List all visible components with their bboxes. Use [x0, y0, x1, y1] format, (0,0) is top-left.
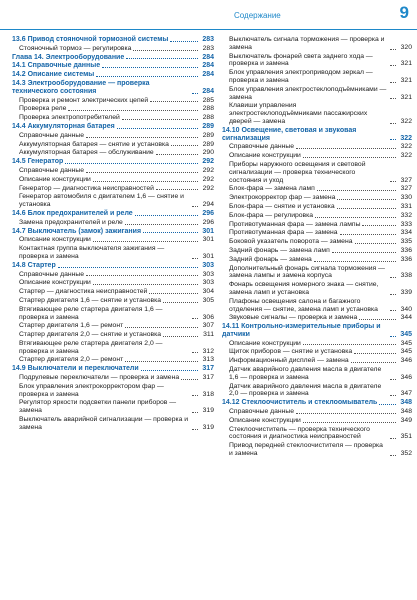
- toc-entry-title: Проверка реле: [19, 105, 67, 113]
- toc-entry-title: Стартер двигателя 2,0 — ремонт: [19, 356, 124, 364]
- dot-leader: [117, 128, 198, 129]
- toc-entry-title: Описание конструкции: [229, 152, 301, 160]
- toc-entry[interactable]: [222, 340, 412, 348]
- toc-entry-title: Стартер двигателя 2,0 — снятие и установка: [19, 331, 162, 339]
- dot-leader: [163, 336, 198, 337]
- dot-leader: [125, 327, 198, 328]
- toc-entry-title: Блок-фара — регулировка: [229, 211, 314, 219]
- toc-page-number: 334: [400, 229, 412, 237]
- toc-page-number: 327: [400, 176, 412, 184]
- toc-entry[interactable]: [222, 348, 412, 356]
- toc-entry-title: Выключатель аварийной сигнализации — проверка и замена: [19, 416, 189, 431]
- toc-entry[interactable]: [222, 256, 412, 264]
- toc-section-entry[interactable]: [222, 323, 412, 339]
- toc-entry[interactable]: [12, 149, 214, 157]
- toc-entry[interactable]: [222, 366, 412, 382]
- toc-entry-title: Клавиши управления электростеклоподъёмниками пассажирских дверей — замена: [229, 102, 368, 125]
- toc-entry-title: Датчик аварийного давления масла в двигателе 1,6 — проверка и замена: [229, 366, 382, 381]
- toc-entry[interactable]: [12, 193, 214, 209]
- toc-page-number: 292: [202, 184, 214, 192]
- toc-entry[interactable]: [12, 306, 214, 322]
- toc-entry[interactable]: [222, 417, 412, 425]
- toc-page-number: 347: [400, 390, 412, 398]
- toc-entry[interactable]: [222, 212, 412, 220]
- toc-entry[interactable]: [222, 281, 412, 297]
- toc-entry-title: Блок-фара — замена ламп: [229, 185, 315, 193]
- toc-page-number: 322: [400, 117, 412, 125]
- toc-entry-title: Электрокорректор фар — замена: [229, 194, 336, 202]
- toc-entry[interactable]: [12, 114, 214, 122]
- toc-section-entry[interactable]: [222, 399, 412, 407]
- toc-entry-title: Стояночный тормоз — регулировка: [19, 44, 132, 52]
- toc-page-number: 346: [400, 357, 412, 365]
- toc-page-number: 307: [202, 322, 214, 330]
- toc-entry-title: Стартер — диагностика неисправностей: [19, 288, 148, 296]
- toc-entry-title: Дополнительный фонарь сигнала торможения — замена лампы и замена корпуса: [229, 264, 385, 280]
- toc-entry[interactable]: [12, 279, 214, 287]
- toc-section-entry[interactable]: [12, 262, 214, 270]
- toc-entry-title: 14.12 Стеклоочиститель и стеклоомыватель: [222, 399, 378, 407]
- dot-leader: [296, 148, 396, 149]
- toc-page-number: 333: [400, 220, 412, 228]
- toc-page-number: 304: [202, 288, 214, 296]
- toc-entry[interactable]: [12, 416, 214, 432]
- toc-page-number: 294: [202, 201, 214, 209]
- toc-entry-title: 14.10 Освещение, световая и звуковая сигнализация: [222, 126, 357, 142]
- toc-entry[interactable]: [222, 152, 412, 160]
- toc-page-number: 351: [400, 433, 412, 441]
- dot-leader: [86, 137, 198, 138]
- dot-leader: [96, 76, 198, 77]
- toc-page-number: 288: [202, 105, 214, 113]
- toc-entry-title: Генератор автомобиля с двигателем 1,6 — снятие и установка: [19, 193, 184, 209]
- toc-page-number: 348: [400, 399, 412, 407]
- toc-entry[interactable]: [12, 97, 214, 105]
- dot-leader: [149, 293, 198, 294]
- toc-entry-title: Проверка электропотребителей: [19, 114, 120, 122]
- toc-page-number: 284: [202, 53, 214, 61]
- toc-entry-title: 14.7 Выключатель (замок) зажигания: [12, 227, 142, 235]
- toc-entry-title: 13.6 Привод стояночной тормозной системы: [12, 36, 169, 43]
- toc-page-number: 311: [203, 331, 214, 339]
- toc-entry[interactable]: [222, 426, 412, 442]
- toc-page-number: 321: [400, 76, 412, 84]
- toc-entry[interactable]: [12, 132, 214, 140]
- toc-column-left: [12, 36, 214, 433]
- toc-entry[interactable]: [12, 45, 214, 53]
- toc-entry[interactable]: [222, 194, 412, 202]
- toc-entry-title: Описание конструкции: [229, 339, 301, 347]
- toc-entry-title: Аккумуляторная батарея — снятие и установка: [19, 140, 169, 148]
- toc-page-number: 301: [202, 252, 214, 260]
- toc-page-number: 296: [202, 218, 214, 226]
- toc-page-number: 288: [202, 114, 214, 122]
- toc-entry-title: Генератор — диагностика неисправностей: [19, 184, 154, 192]
- toc-entry-title: Блок управления электрокорректором фар — проверка и замена: [19, 382, 164, 398]
- dot-leader: [351, 362, 396, 363]
- dot-leader: [303, 157, 396, 158]
- toc-page-number: 296: [202, 209, 214, 217]
- dot-leader: [133, 50, 198, 51]
- toc-page-number: 330: [400, 194, 412, 202]
- toc-entry-title: 14.3 Электрооборудование — проверка технического состояния: [12, 79, 150, 95]
- toc-section-entry[interactable]: [12, 228, 214, 236]
- header-title: Содержание: [234, 11, 281, 20]
- toc-entry-title: Щиток приборов — снятие и установка: [229, 348, 353, 356]
- toc-entry[interactable]: [222, 203, 412, 211]
- toc-page-number: 339: [400, 288, 412, 296]
- dot-leader: [181, 379, 198, 380]
- toc-page-number: 332: [400, 211, 412, 219]
- toc-entry-title: Информационный дисплей — замена: [229, 357, 349, 365]
- toc-page-number: 346: [400, 373, 412, 381]
- toc-entry[interactable]: [12, 185, 214, 193]
- toc-entry[interactable]: [222, 265, 412, 281]
- dot-leader: [93, 284, 198, 285]
- toc-page-number: 301: [202, 227, 214, 235]
- dot-leader: [296, 413, 396, 414]
- toc-entry-title: Справочные данные: [19, 131, 85, 139]
- toc-section-entry[interactable]: [222, 127, 412, 143]
- toc-section-entry[interactable]: [12, 210, 214, 218]
- toc-entry-title: 14.9 Выключатели и переключатели: [12, 365, 139, 373]
- dot-leader: [337, 199, 396, 200]
- toc-entry[interactable]: [222, 383, 412, 399]
- toc-page-number: 319: [202, 407, 214, 415]
- toc-entry-title: Глава 14. Электрооборудование: [12, 53, 125, 61]
- dot-leader: [303, 422, 396, 423]
- toc-entry-title: Втягивающее реле стартера двигателя 2,0 — проверка и замена: [19, 339, 163, 355]
- toc-entry-title: Справочные данные: [229, 143, 295, 151]
- toc-page-number: 303: [202, 270, 214, 278]
- toc-entry[interactable]: [12, 245, 214, 261]
- toc-entry[interactable]: [222, 86, 412, 102]
- page-number: 9: [399, 3, 409, 22]
- toc-entry-title: Замена предохранителей и реле: [19, 218, 123, 226]
- toc-entry-title: Блок-фара — снятие и установка: [229, 202, 335, 210]
- dot-leader: [362, 225, 396, 226]
- toc-entry-title: Втягивающее реле стартера двигателя 1,6 — проверка и замена: [19, 305, 163, 321]
- toc-entry-title: Фонарь освещения номерного знака — снятие, замена ламп и установка: [229, 281, 379, 296]
- toc-page-number: 319: [202, 423, 214, 431]
- toc-entry-title: Описание конструкции: [229, 416, 301, 424]
- toc-entry[interactable]: [222, 36, 412, 52]
- toc-page-number: 284: [202, 71, 214, 79]
- page-header: [0, 0, 417, 30]
- toc-section-entry[interactable]: [12, 54, 214, 62]
- toc-entry-title: 14.11 Контрольно-измерительные приборы и датчики: [222, 323, 381, 338]
- toc-entry-title: Противотуманная фара — замена лампы: [229, 220, 361, 228]
- dot-leader: [303, 344, 396, 345]
- toc-page-number: 345: [400, 348, 412, 356]
- toc-entry-title: Аккумуляторная батарея — обслуживание: [19, 149, 154, 157]
- toc-entry[interactable]: [222, 408, 412, 416]
- toc-entry-title: 14.8 Стартер: [12, 261, 56, 269]
- toc-page-number: 348: [400, 408, 412, 416]
- toc-entry[interactable]: [12, 399, 214, 415]
- dot-leader: [141, 370, 198, 371]
- toc-page-number: 306: [202, 313, 214, 321]
- toc-entry[interactable]: [222, 357, 412, 365]
- toc-page-number: 327: [400, 185, 412, 193]
- dot-leader: [163, 302, 198, 303]
- dot-leader: [337, 208, 396, 209]
- toc-page-number: 331: [400, 202, 412, 210]
- toc-entry[interactable]: [222, 442, 412, 458]
- dot-leader: [58, 267, 198, 268]
- toc-entry[interactable]: [222, 102, 412, 125]
- toc-entry-title: Боковой указатель поворота — замена: [229, 238, 353, 246]
- toc-section-entry[interactable]: [12, 80, 214, 96]
- toc-entry[interactable]: [12, 167, 214, 175]
- toc-page-number: 301: [202, 236, 214, 244]
- toc-entry[interactable]: [12, 374, 214, 382]
- toc-entry-title: Звуковые сигналы — проверка и замена: [229, 314, 358, 322]
- toc-page-number: 335: [400, 238, 412, 246]
- toc-column-right: [222, 36, 412, 459]
- toc-entry[interactable]: [12, 236, 214, 244]
- toc-page-number: 345: [400, 330, 412, 338]
- toc-page-number: 322: [400, 134, 412, 142]
- toc-page-number: 352: [400, 450, 412, 458]
- dot-leader: [314, 261, 396, 262]
- dot-leader: [86, 172, 198, 173]
- dot-leader: [340, 234, 396, 235]
- dot-leader: [86, 275, 198, 276]
- toc-entry-title: 14.1 Справочные данные: [12, 62, 101, 70]
- toc-section-entry[interactable]: [12, 62, 214, 70]
- toc-entry[interactable]: [12, 105, 214, 113]
- toc-entry-title: Выключатель сигнала торможения — проверка и замена: [229, 36, 385, 51]
- toc-entry-title: Проверка и ремонт электрических цепей: [19, 96, 149, 104]
- toc-entry[interactable]: [12, 219, 214, 227]
- toc-entry-title: Привод передней стеклоочистителя — проверка и замена: [229, 442, 383, 458]
- toc-section-entry[interactable]: [12, 123, 214, 131]
- toc-entry-title: 14.5 Генератор: [12, 158, 64, 166]
- toc-entry-title: Описание конструкции: [19, 175, 91, 183]
- toc-page-number: 312: [202, 347, 214, 355]
- toc-page-number: 349: [400, 416, 412, 424]
- toc-section-entry[interactable]: [12, 36, 214, 44]
- toc-page-number: 289: [202, 140, 214, 148]
- dot-leader: [93, 241, 198, 242]
- toc-page-number: 305: [202, 296, 214, 304]
- toc-entry-title: Блок управления электроприводом зеркал — проверка и замена: [229, 69, 373, 84]
- toc-page-number: 317: [202, 365, 214, 373]
- toc-entry[interactable]: [222, 221, 412, 229]
- toc-entry[interactable]: [12, 331, 214, 339]
- toc-entry-title: Задний фонарь — замена: [229, 255, 312, 263]
- toc-entry-title: Описание конструкции: [19, 279, 91, 287]
- toc-entry[interactable]: [12, 141, 214, 149]
- dot-leader: [122, 119, 198, 120]
- toc-entry[interactable]: [12, 322, 214, 330]
- toc-page-number: 344: [400, 314, 412, 322]
- toc-entry[interactable]: [222, 161, 412, 184]
- toc-entry[interactable]: [12, 271, 214, 279]
- toc-page-number: 292: [202, 158, 214, 166]
- toc-section-entry[interactable]: [12, 71, 214, 79]
- toc-entry[interactable]: [222, 69, 412, 85]
- dot-leader: [355, 243, 397, 244]
- toc-entry[interactable]: [222, 53, 412, 69]
- toc-page-number: 320: [400, 43, 412, 51]
- toc-entry[interactable]: [12, 176, 214, 184]
- toc-page-number: 303: [202, 261, 214, 269]
- toc-page-number: 336: [400, 255, 412, 263]
- toc-entry-title: 14.2 Описание системы: [12, 71, 95, 79]
- toc-page-number: 345: [400, 339, 412, 347]
- dot-leader: [150, 101, 198, 102]
- toc-entry-title: Справочные данные: [19, 166, 85, 174]
- toc-entry-title: Выключатель фонарей света заднего хода — проверка и замена: [229, 52, 373, 68]
- dot-leader: [102, 67, 198, 68]
- dot-leader: [171, 145, 198, 146]
- toc-entry-title: Плафоны освещения салона и багажного отделения — снятие, замена ламп и установка: [229, 297, 378, 313]
- dot-leader: [68, 110, 198, 111]
- dot-leader: [93, 181, 198, 182]
- toc-entry-title: Стартер двигателя 1,6 — ремонт: [19, 322, 124, 330]
- toc-page-number: 303: [202, 279, 214, 287]
- toc-entry-title: Подрулевые переключатели — проверка и замена: [19, 374, 180, 382]
- toc-entry[interactable]: [222, 238, 412, 246]
- dot-leader: [125, 224, 198, 225]
- dot-leader: [359, 319, 396, 320]
- toc-page-number: 317: [202, 374, 214, 382]
- toc-page-number: 322: [400, 143, 412, 151]
- toc-page-number: 292: [202, 175, 214, 183]
- toc-entry[interactable]: [222, 185, 412, 193]
- dot-leader: [156, 189, 198, 190]
- toc-entry[interactable]: [222, 143, 412, 151]
- toc-page-number: 285: [202, 96, 214, 104]
- toc-page-number: 321: [400, 60, 412, 68]
- toc-page-number: 340: [400, 305, 412, 313]
- toc-entry-title: Блок управления электростеклоподъёмниками — замена: [229, 85, 387, 101]
- dot-leader: [317, 190, 396, 191]
- toc-page-number: 290: [202, 149, 214, 157]
- toc-entry[interactable]: [12, 288, 214, 296]
- toc-entry-title: Противотуманная фара — замена: [229, 229, 338, 237]
- toc-entry-title: 14.6 Блок предохранителей и реле: [12, 209, 133, 217]
- toc-entry-title: Описание конструкции: [19, 236, 91, 244]
- dot-leader: [354, 353, 396, 354]
- toc-entry-title: Справочные данные: [229, 408, 295, 416]
- dot-leader: [125, 361, 198, 362]
- toc-entry-title: Справочные данные: [19, 270, 85, 278]
- toc-entry-title: Стеклоочиститель — проверка технического состояния и диагностика неисправностей: [229, 425, 370, 441]
- dot-leader: [170, 41, 198, 42]
- dot-leader: [379, 404, 396, 405]
- toc-page-number: 283: [202, 36, 214, 43]
- dot-leader: [126, 58, 198, 59]
- toc-page-number: 313: [202, 356, 214, 364]
- toc-entry[interactable]: [12, 340, 214, 356]
- dot-leader: [65, 163, 198, 164]
- toc-entry-title: Задний фонарь — замена ламп: [229, 246, 330, 254]
- toc-entry[interactable]: [12, 383, 214, 399]
- toc-entry[interactable]: [222, 247, 412, 255]
- toc-entry-title: Стартер двигателя 1,6 — снятие и установка: [19, 296, 162, 304]
- toc-page-number: 322: [400, 152, 412, 160]
- toc-section-entry[interactable]: [12, 365, 214, 373]
- dot-leader: [332, 252, 396, 253]
- toc-entry-title: 14.4 Аккумуляторная батарея: [12, 122, 115, 130]
- dot-leader: [315, 217, 396, 218]
- toc-entry-title: Датчик аварийного давления масла в двигателе 2,0 — проверка и замена: [229, 382, 382, 398]
- toc-entry-title: Регулятор яркости подсветки панели приборов — замена: [19, 399, 177, 415]
- toc-page-number: 292: [202, 166, 214, 174]
- toc-page-number: 283: [202, 44, 214, 52]
- toc-page-number: 336: [400, 246, 412, 254]
- toc-page-number: 321: [400, 93, 412, 101]
- dot-leader: [156, 154, 198, 155]
- toc-page-number: 284: [202, 62, 214, 70]
- toc-entry-title: Приборы наружного освещения и световой сигнализации — проверка технического состояния и уход: [229, 160, 366, 184]
- toc-entry[interactable]: [222, 298, 412, 314]
- dot-leader: [143, 232, 198, 233]
- dot-leader: [135, 215, 198, 216]
- toc-page-number: 338: [400, 272, 412, 280]
- toc-entry-title: Контактная группа выключателя зажигания — проверка и замена: [19, 245, 165, 260]
- toc-page-number: 318: [202, 390, 214, 398]
- toc-entry[interactable]: [12, 356, 214, 364]
- toc-page-number: 284: [202, 87, 214, 95]
- toc-page-number: 289: [202, 122, 214, 130]
- toc-section-entry[interactable]: [12, 158, 214, 166]
- toc-entry[interactable]: [222, 314, 412, 322]
- toc-entry[interactable]: [222, 229, 412, 237]
- toc-page-number: 289: [202, 131, 214, 139]
- toc-entry[interactable]: [12, 297, 214, 305]
